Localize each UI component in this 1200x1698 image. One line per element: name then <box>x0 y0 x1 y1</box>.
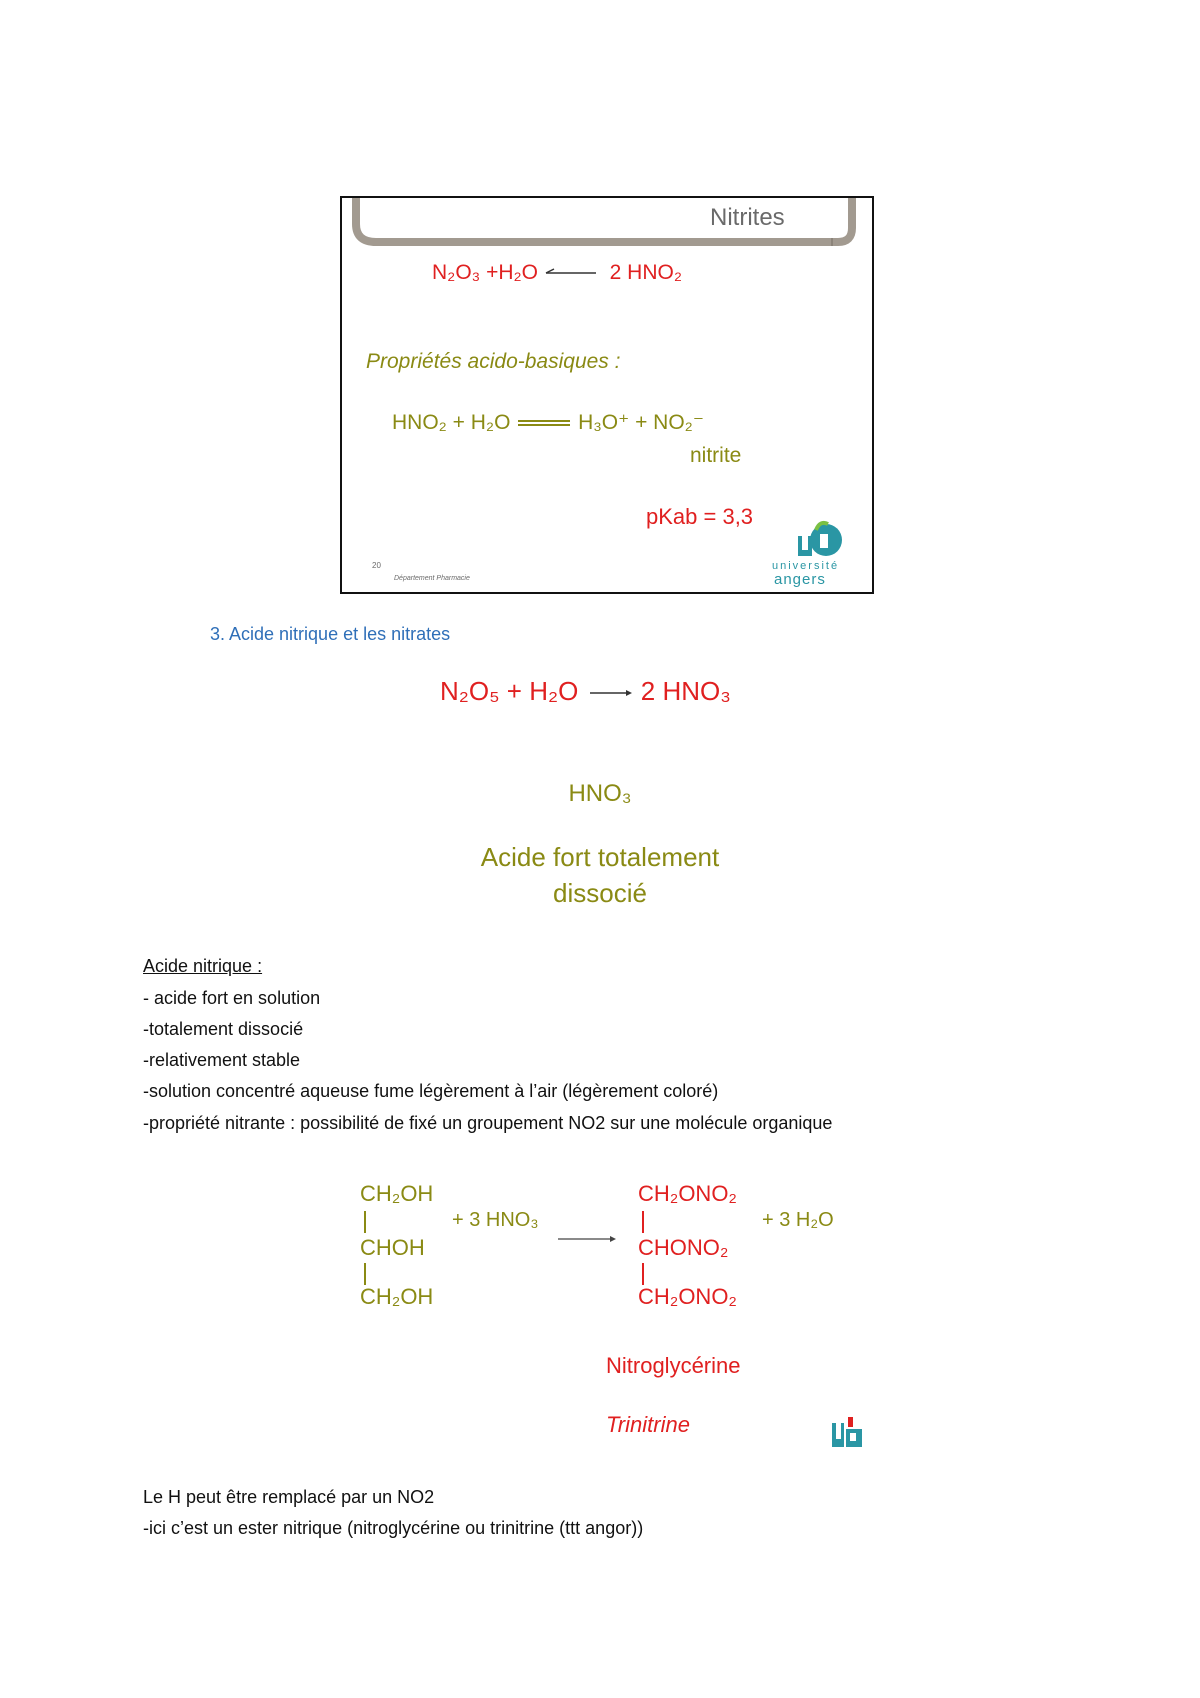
equation-n2o5 <box>440 676 731 707</box>
notes-title: Acide nitrique : <box>143 956 263 976</box>
university-name-line2: angers <box>774 571 826 588</box>
eq3-left: N₂O₅ + H₂O <box>440 676 579 706</box>
bond-line <box>364 1263 366 1285</box>
equilibrium-arrow-icon <box>516 417 572 429</box>
reactant-line2: CHOH <box>360 1235 425 1260</box>
hno3-label: HNO₃ <box>568 780 632 807</box>
notes-item: -totalement dissocié <box>143 1019 304 1039</box>
product-line3: CH₂ONO₂ <box>638 1284 737 1309</box>
pk-value: pKab = 3,3 <box>646 504 754 529</box>
eq1-product: 2 HNO₂ <box>609 261 683 284</box>
bond-line <box>642 1263 644 1285</box>
notes-item: -solution concentré aqueuse fume légèrement à l’air (légèrement coloré) <box>143 1081 719 1101</box>
eq3-right: 2 HNO₃ <box>640 676 731 706</box>
section-heading: 3. Acide nitrique et les nitrates <box>210 624 451 644</box>
reactant-line3: CH₂OH <box>360 1284 434 1309</box>
equation-n2o3 <box>432 261 682 285</box>
slide-title: Nitrites <box>710 204 785 231</box>
slide-image <box>340 196 874 594</box>
eq1-water: +H₂O <box>486 261 538 284</box>
compound-name: Nitroglycérine <box>606 1353 741 1378</box>
arrow-icon <box>544 267 604 279</box>
notes-item: -propriété nitrante : possibilité de fixé un groupement NO2 sur une molécule organique <box>143 1113 833 1133</box>
bond-line <box>364 1211 366 1233</box>
notes-item: -relativement stable <box>143 1050 301 1070</box>
compound-alt-name: Trinitrine <box>606 1412 690 1437</box>
footer-line1: Le H peut être remplacé par un NO2 <box>143 1487 435 1507</box>
slide-department: Département Pharmacie <box>394 575 470 582</box>
arrow-icon <box>558 1233 618 1245</box>
university-logo-icon <box>796 520 844 560</box>
acid-description-line2: dissocié <box>553 878 647 908</box>
slide-page-number: 20 <box>372 561 381 570</box>
slide-subtitle: Propriétés acido-basiques : <box>366 350 621 373</box>
university-logo-icon <box>830 1413 866 1449</box>
footer-line2: -ici c’est un ester nitrique (nitroglycérine ou trinitrine (ttt angor)) <box>143 1518 644 1538</box>
arrow-icon <box>586 687 634 699</box>
acid-description-line1: Acide fort totalement <box>480 842 720 872</box>
eq1-reactant: N₂O₃ <box>432 261 481 284</box>
product-line2: CHONO₂ <box>638 1235 729 1260</box>
nitrite-label: nitrite <box>690 444 742 467</box>
eq2-right: H₃O⁺ + NO₂⁻ <box>578 411 704 434</box>
eq2-left: HNO₂ + H₂O <box>392 411 511 434</box>
bond-line <box>642 1211 644 1233</box>
product-line1: CH₂ONO₂ <box>638 1181 737 1206</box>
notes-item: - acide fort en solution <box>143 988 321 1008</box>
reagent: + 3 HNO₃ <box>452 1209 539 1231</box>
university-name-line1: université <box>772 560 840 572</box>
reactant-line1: CH₂OH <box>360 1181 434 1206</box>
equation-hno2 <box>392 410 704 435</box>
byproduct: + 3 H₂O <box>762 1209 834 1231</box>
